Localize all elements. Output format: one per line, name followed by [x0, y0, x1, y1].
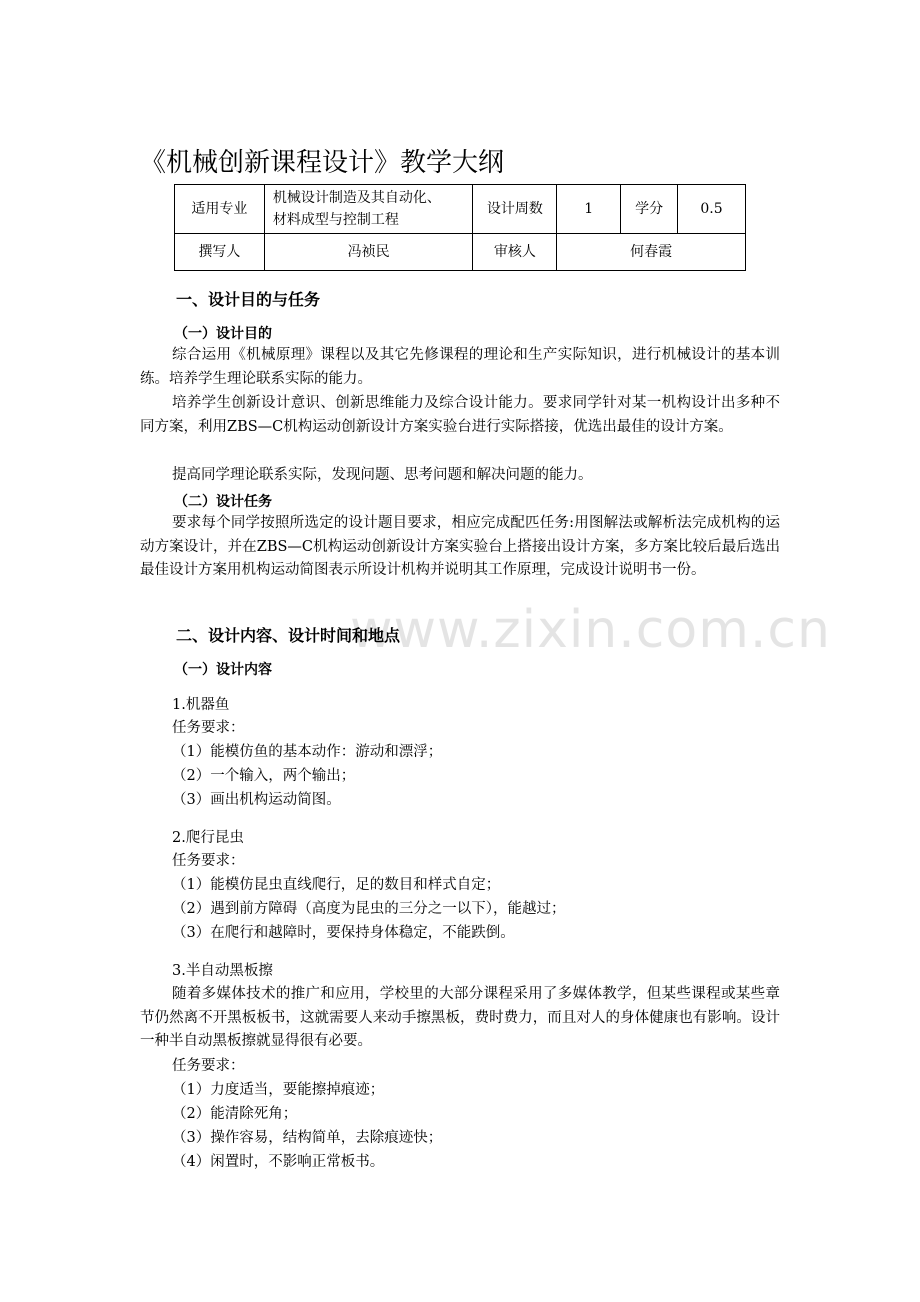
requirement-item: （1）力度适当，要能擦掉痕迹；: [172, 1082, 385, 1098]
requirement-item: （2）能清除死角；: [172, 1106, 298, 1122]
author-label: 撰写人: [175, 234, 265, 271]
requirement-item: （1）能模仿鱼的基本动作：游动和漂浮；: [172, 744, 443, 760]
credit-label: 学分: [621, 185, 678, 234]
section2-heading: 二、设计内容、设计时间和地点: [176, 626, 401, 645]
requirement-item: （2）遇到前方障碍（高度为昆虫的三分之一以下），能越过；: [172, 901, 566, 917]
section1-heading: 一、设计目的与任务: [176, 290, 321, 309]
reviewer-value: 何春霞: [557, 234, 746, 271]
major-value: [264, 185, 473, 234]
requirement-item: （3）操作容易，结构简单，去除痕迹快；: [172, 1130, 443, 1146]
requirement-item: （4）闲置时，不影响正常板书。: [172, 1154, 385, 1170]
requirement-item: （3）画出机构运动简图。: [172, 792, 341, 808]
watermark: www.zixin.com.cn: [350, 600, 831, 660]
paragraph: 提高同学理论联系实际，发现问题、思考问题和解决问题的能力。: [172, 467, 593, 483]
paragraph: 随着多媒体技术的推广和应用，学校里的大部分课程采用了多媒体教学，但某些课程或某些章节仍然离不开黑板板书，这就需要人来动手擦黑板，费时费力，而且对人的身体健康也有影响。设计一种半自动黑板擦就显得很有必要。: [140, 986, 780, 1049]
section1-sub1-heading: （一）设计目的: [174, 326, 272, 342]
weeks-value: 1: [557, 185, 621, 234]
requirement-label: 任务要求：: [172, 853, 245, 869]
item-title: 1.机器鱼: [172, 697, 230, 713]
major-label: 适用专业: [175, 185, 265, 234]
requirement-label: 任务要求：: [172, 720, 245, 736]
table-row: [175, 185, 746, 234]
requirement-item: （1）能模仿昆虫直线爬行，足的数目和样式自定；: [172, 877, 501, 893]
item-title: 3.半自动黑板擦: [172, 963, 273, 979]
item-title: 2.爬行昆虫: [172, 830, 244, 846]
paragraph: 培养学生创新设计意识、创新思维能力及综合设计能力。要求同学针对某一机构设计出多种不同方案，利用ZBS—C机构运动创新设计方案实验台进行实际搭接，优选出最佳的设计方案。: [140, 395, 780, 435]
requirement-item: （3）在爬行和越障时，要保持身体稳定，不能跌倒。: [172, 925, 515, 941]
paragraph: 综合运用《机械原理》课程以及其它先修课程的理论和生产实际知识，进行机械设计的基本训练。培养学生理论联系实际的能力。: [140, 347, 780, 387]
table-row: [175, 234, 746, 271]
reviewer-label: 审核人: [473, 234, 557, 271]
requirement-item: （2）一个输入，两个输出；: [172, 768, 356, 784]
document-title: 《机械创新课程设计》教学大纲: [140, 148, 505, 178]
section1-sub2-heading: （二）设计任务: [174, 494, 272, 510]
credit-value: 0.5: [678, 185, 746, 234]
author-value: 冯祯民: [264, 234, 473, 271]
weeks-label: 设计周数: [473, 185, 557, 234]
major-value-line2: 材料成型与控制工程: [272, 212, 399, 228]
requirement-label: 任务要求：: [172, 1058, 245, 1074]
paragraph: 要求每个同学按照所选定的设计题目要求，相应完成配匹任务:用图解法或解析法完成机构的运动方案设计，并在ZBS—C机构运动创新设计方案实验台上搭接出设计方案，多方案比较后最后选出最佳设计方案用机构运动简图表示所设计机构并说明其工作原理，完成设计说明书一份。: [140, 515, 780, 578]
major-value-line1: 机械设计制造及其自动化、: [272, 190, 441, 206]
section2-sub1-heading: （一）设计内容: [174, 662, 272, 678]
course-info-table: [174, 184, 746, 271]
